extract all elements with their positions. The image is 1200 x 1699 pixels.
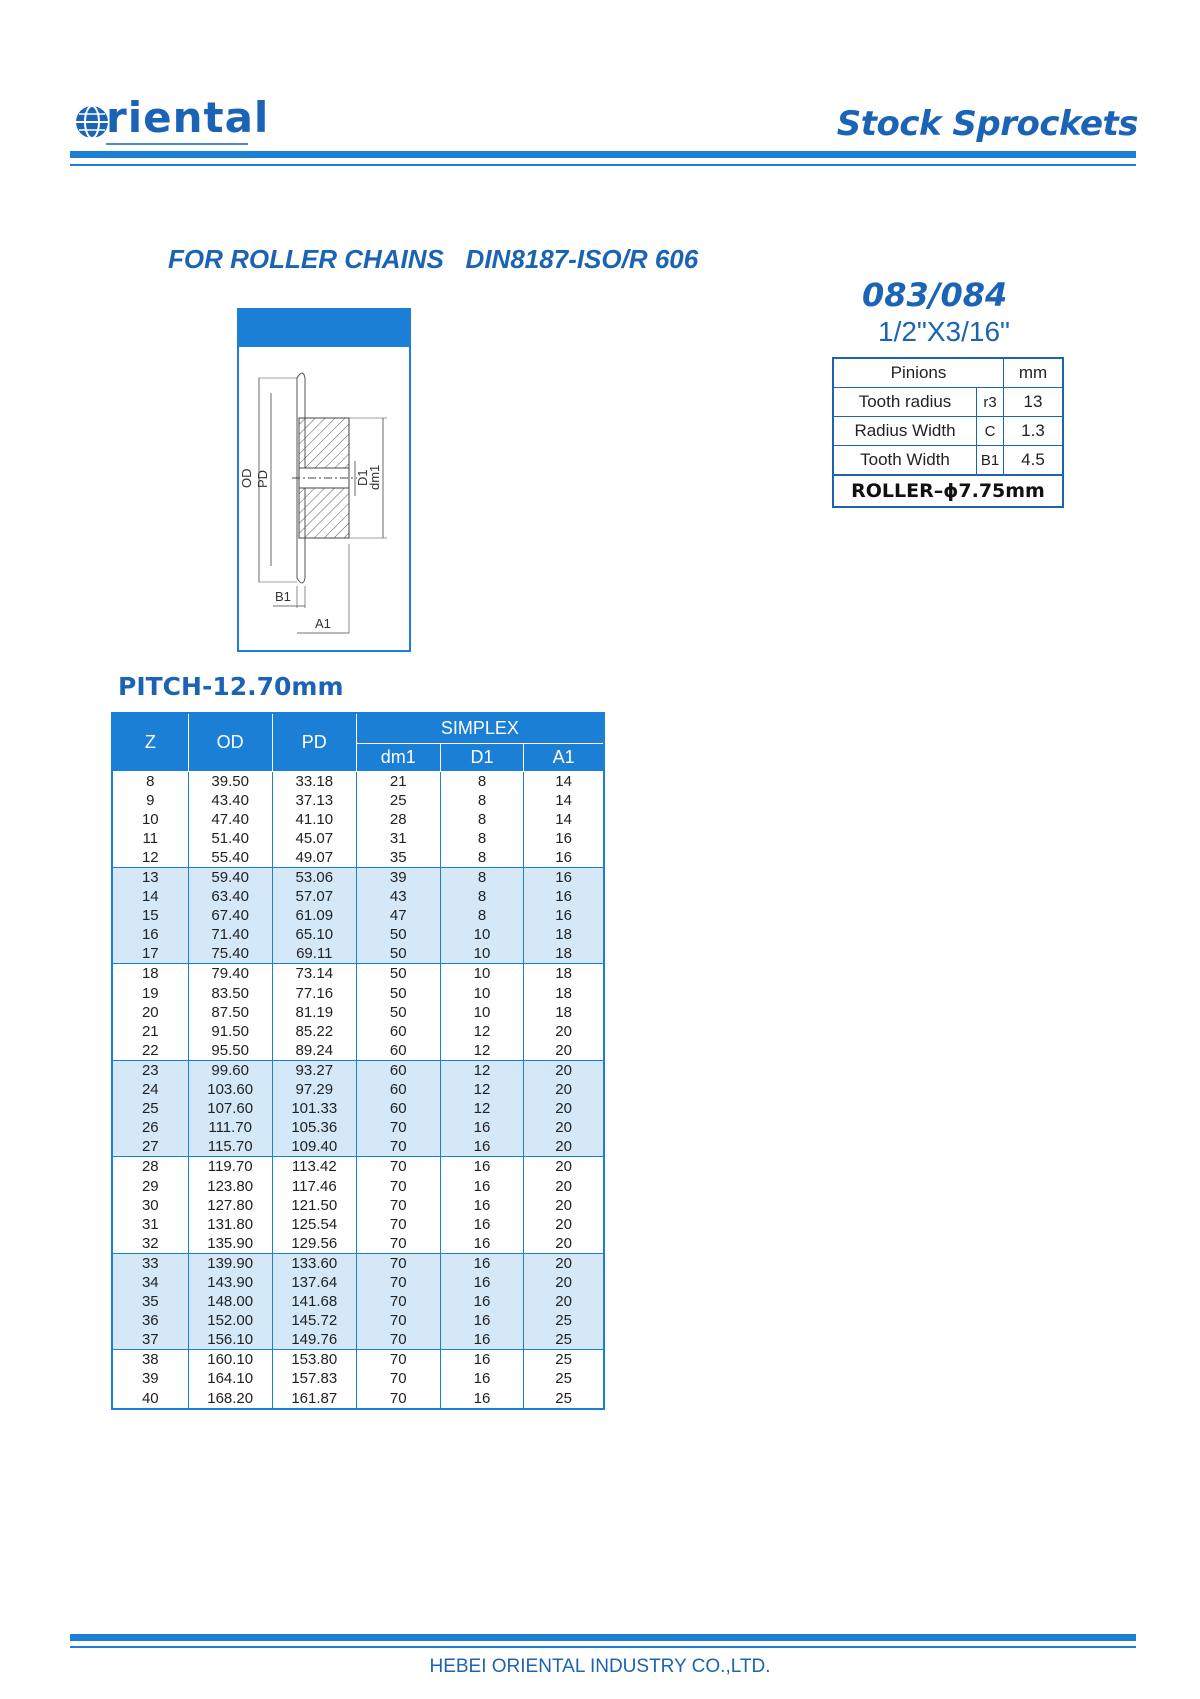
cell-pd: 125.54 [272,1215,356,1234]
cell-z: 36 [112,1311,188,1330]
cell-od: 127.80 [188,1196,272,1215]
cell-pd: 145.72 [272,1311,356,1330]
pinions-row [833,417,1063,446]
cell-od: 91.50 [188,1022,272,1041]
cell-od: 123.80 [188,1176,272,1195]
table-row [112,906,604,925]
cell-d1: 12 [440,1041,524,1061]
cell-a1: 16 [524,906,604,925]
cell-pd: 65.10 [272,925,356,944]
cell-od: 39.50 [188,771,272,791]
pinions-row [833,446,1063,476]
table-row [112,887,604,906]
pinions-symbol: r3 [977,388,1004,417]
header-rule [70,151,1136,158]
cell-dm1: 70 [356,1234,440,1254]
column-header-a1: A1 [524,743,604,771]
cell-a1: 20 [524,1234,604,1254]
logo-wordmark: riental [106,93,270,142]
table-row [112,867,604,887]
cell-od: 63.40 [188,887,272,906]
cell-a1: 20 [524,1176,604,1195]
cell-z: 8 [112,771,188,791]
cell-z: 29 [112,1176,188,1195]
cell-od: 139.90 [188,1253,272,1273]
cell-d1: 16 [440,1389,524,1409]
chain-size: 1/2"X3/16" [878,316,1010,347]
pinions-header-row [833,358,1063,388]
dm1-label: dm1 [367,464,382,490]
cell-a1: 16 [524,829,604,848]
cell-d1: 12 [440,1022,524,1041]
cell-pd: 81.19 [272,1003,356,1022]
cell-dm1: 60 [356,1099,440,1118]
cell-z: 31 [112,1215,188,1234]
cell-z: 32 [112,1234,188,1254]
cell-dm1: 50 [356,1003,440,1022]
cell-od: 43.40 [188,791,272,810]
cell-a1: 18 [524,944,604,964]
cell-d1: 16 [440,1118,524,1137]
pinions-label: Tooth Width [833,446,977,476]
table-row [112,829,604,848]
cell-pd: 141.68 [272,1292,356,1311]
cell-z: 15 [112,906,188,925]
company-footer: HEBEI ORIENTAL INDUSTRY CO.,LTD. [429,1656,771,1677]
cell-z: 30 [112,1196,188,1215]
cell-pd: 61.09 [272,906,356,925]
column-header-d1: D1 [440,743,524,771]
cell-dm1: 35 [356,848,440,868]
cell-d1: 16 [440,1234,524,1254]
pinions-symbol: B1 [977,446,1004,476]
cell-od: 47.40 [188,810,272,829]
cell-od: 156.10 [188,1330,272,1350]
cell-dm1: 60 [356,1060,440,1080]
cell-od: 55.40 [188,848,272,868]
cell-pd: 133.60 [272,1253,356,1273]
cell-dm1: 60 [356,1080,440,1099]
cell-od: 131.80 [188,1215,272,1234]
pd-label: PD [255,469,270,488]
cell-pd: 153.80 [272,1350,356,1370]
cell-od: 75.40 [188,944,272,964]
cell-d1: 16 [440,1330,524,1350]
cell-od: 87.50 [188,1003,272,1022]
table-row [112,1311,604,1330]
cell-d1: 12 [440,1099,524,1118]
cell-d1: 8 [440,906,524,925]
cell-pd: 85.22 [272,1022,356,1041]
cell-d1: 16 [440,1176,524,1195]
cell-z: 33 [112,1253,188,1273]
d1-label: D1 [355,469,370,486]
table-row [112,771,604,791]
cell-a1: 25 [524,1330,604,1350]
cell-d1: 16 [440,1369,524,1388]
table-row [112,1157,604,1177]
cell-dm1: 50 [356,984,440,1003]
cell-d1: 10 [440,944,524,964]
cell-d1: 10 [440,1003,524,1022]
table-row [112,944,604,964]
cell-z: 16 [112,925,188,944]
cell-a1: 25 [524,1350,604,1370]
cell-a1: 25 [524,1369,604,1388]
cell-od: 164.10 [188,1369,272,1388]
cell-a1: 20 [524,1060,604,1080]
cell-od: 111.70 [188,1118,272,1137]
standard-subtitle: FOR ROLLER CHAINS DIN8187-ISO/R 606 [168,244,699,274]
cell-z: 11 [112,829,188,848]
table-row [112,848,604,868]
cell-d1: 10 [440,925,524,944]
roller-diameter: ROLLER–ϕ7.75mm [833,475,1063,507]
cell-od: 103.60 [188,1080,272,1099]
table-row [112,1060,604,1080]
table-row [112,1330,604,1350]
cell-dm1: 25 [356,791,440,810]
table-row [112,1099,604,1118]
cell-z: 17 [112,944,188,964]
cell-dm1: 70 [356,1330,440,1350]
cell-dm1: 21 [356,771,440,791]
cell-dm1: 70 [356,1253,440,1273]
cell-dm1: 50 [356,964,440,984]
cell-z: 10 [112,810,188,829]
cell-dm1: 60 [356,1022,440,1041]
table-row [112,1041,604,1061]
cell-od: 67.40 [188,906,272,925]
cell-pd: 149.76 [272,1330,356,1350]
cell-pd: 157.83 [272,1369,356,1388]
column-header-z: Z [112,713,188,771]
table-row [112,1215,604,1234]
cell-pd: 93.27 [272,1060,356,1080]
cell-a1: 20 [524,1080,604,1099]
cell-z: 40 [112,1389,188,1409]
cell-pd: 105.36 [272,1118,356,1137]
cell-a1: 18 [524,964,604,984]
cell-dm1: 70 [356,1137,440,1157]
cell-dm1: 70 [356,1118,440,1137]
cell-od: 51.40 [188,829,272,848]
table-row [112,1022,604,1041]
cell-z: 12 [112,848,188,868]
cell-od: 71.40 [188,925,272,944]
cell-d1: 16 [440,1157,524,1177]
cell-od: 99.60 [188,1060,272,1080]
pinions-symbol: C [977,417,1004,446]
pinions-title: Pinions [833,358,1004,388]
cell-pd: 49.07 [272,848,356,868]
cell-pd: 109.40 [272,1137,356,1157]
cell-z: 20 [112,1003,188,1022]
cell-od: 59.40 [188,867,272,887]
cell-dm1: 60 [356,1041,440,1061]
cell-z: 25 [112,1099,188,1118]
column-header-dm1: dm1 [356,743,440,771]
cell-dm1: 47 [356,906,440,925]
column-group-simplex: SIMPLEX [356,713,604,743]
cell-pd: 77.16 [272,984,356,1003]
cell-a1: 20 [524,1215,604,1234]
pinions-value: 4.5 [1004,446,1064,476]
cell-d1: 8 [440,829,524,848]
cell-z: 24 [112,1080,188,1099]
page-header-title: Stock Sprockets [836,104,1138,144]
cell-a1: 14 [524,810,604,829]
cell-z: 39 [112,1369,188,1388]
cell-dm1: 70 [356,1215,440,1234]
cell-a1: 25 [524,1389,604,1409]
table-row [112,1137,604,1157]
cell-z: 38 [112,1350,188,1370]
cell-z: 18 [112,964,188,984]
table-row [112,1118,604,1137]
cell-a1: 20 [524,1022,604,1041]
cell-pd: 117.46 [272,1176,356,1195]
cell-od: 79.40 [188,964,272,984]
footer-rule [70,1634,1136,1641]
cell-d1: 10 [440,984,524,1003]
cell-z: 27 [112,1137,188,1157]
cell-d1: 16 [440,1215,524,1234]
pitch-heading: PITCH-12.70mm [118,672,344,701]
cell-a1: 16 [524,848,604,868]
cell-a1: 18 [524,984,604,1003]
pinions-table [832,357,1064,508]
table-row [112,984,604,1003]
cell-pd: 113.42 [272,1157,356,1177]
cell-pd: 33.18 [272,771,356,791]
cell-a1: 20 [524,1196,604,1215]
cell-dm1: 70 [356,1311,440,1330]
cell-d1: 16 [440,1137,524,1157]
cell-pd: 45.07 [272,829,356,848]
table-row [112,925,604,944]
cell-pd: 137.64 [272,1273,356,1292]
cell-dm1: 39 [356,867,440,887]
cell-pd: 97.29 [272,1080,356,1099]
cell-a1: 16 [524,887,604,906]
cell-d1: 16 [440,1311,524,1330]
table-row [112,1253,604,1273]
cell-pd: 57.07 [272,887,356,906]
table-row [112,1292,604,1311]
cell-d1: 8 [440,867,524,887]
cell-z: 28 [112,1157,188,1177]
cell-z: 13 [112,867,188,887]
cell-z: 14 [112,887,188,906]
company-logo [72,93,270,148]
cell-od: 148.00 [188,1292,272,1311]
cell-dm1: 70 [356,1157,440,1177]
table-row [112,1273,604,1292]
cell-od: 135.90 [188,1234,272,1254]
cell-pd: 89.24 [272,1041,356,1061]
cell-d1: 8 [440,810,524,829]
table-row [112,964,604,984]
model-number: 083/084 [862,276,1008,314]
cell-z: 26 [112,1118,188,1137]
cell-pd: 53.06 [272,867,356,887]
pinions-unit: mm [1004,358,1064,388]
pinions-label: Radius Width [833,417,977,446]
table-row [112,1350,604,1370]
footer-rule-thin [70,1646,1136,1648]
cell-d1: 16 [440,1196,524,1215]
cell-pd: 121.50 [272,1196,356,1215]
cell-pd: 101.33 [272,1099,356,1118]
cell-z: 19 [112,984,188,1003]
header-rule-thin [70,164,1136,166]
cell-a1: 18 [524,925,604,944]
cell-dm1: 28 [356,810,440,829]
cell-od: 95.50 [188,1041,272,1061]
table-row [112,1389,604,1409]
cell-d1: 16 [440,1292,524,1311]
pinions-row [833,388,1063,417]
cell-dm1: 70 [356,1350,440,1370]
pinions-value: 13 [1004,388,1064,417]
cell-d1: 8 [440,848,524,868]
cell-od: 143.90 [188,1273,272,1292]
cell-od: 152.00 [188,1311,272,1330]
table-header-row [112,713,604,743]
sprocket-drawing [237,308,411,652]
table-row [112,1003,604,1022]
cell-a1: 14 [524,791,604,810]
sprocket-dimension-table [111,712,605,1410]
cell-od: 107.60 [188,1099,272,1118]
cell-a1: 20 [524,1137,604,1157]
cell-a1: 16 [524,867,604,887]
cell-dm1: 70 [356,1176,440,1195]
cell-pd: 37.13 [272,791,356,810]
cell-z: 23 [112,1060,188,1080]
table-row [112,1369,604,1388]
cell-d1: 12 [440,1060,524,1080]
table-row [112,1234,604,1254]
pinions-label: Tooth radius [833,388,977,417]
cell-dm1: 70 [356,1292,440,1311]
cell-pd: 161.87 [272,1389,356,1409]
table-row [112,791,604,810]
cell-dm1: 70 [356,1273,440,1292]
cell-pd: 129.56 [272,1234,356,1254]
od-label: OD [239,468,254,488]
cell-od: 119.70 [188,1157,272,1177]
cell-d1: 10 [440,964,524,984]
cell-dm1: 50 [356,925,440,944]
cell-a1: 20 [524,1253,604,1273]
cell-od: 115.70 [188,1137,272,1157]
cell-d1: 8 [440,791,524,810]
cell-z: 9 [112,791,188,810]
cell-d1: 16 [440,1253,524,1273]
cell-d1: 16 [440,1350,524,1370]
column-header-pd: PD [272,713,356,771]
table-body [112,771,604,1409]
cell-dm1: 31 [356,829,440,848]
cell-pd: 41.10 [272,810,356,829]
cell-z: 35 [112,1292,188,1311]
cell-z: 37 [112,1330,188,1350]
cell-z: 22 [112,1041,188,1061]
cell-dm1: 43 [356,887,440,906]
a1-label: A1 [315,616,331,631]
cell-a1: 25 [524,1311,604,1330]
cell-d1: 16 [440,1273,524,1292]
table-row [112,1176,604,1195]
cell-dm1: 70 [356,1369,440,1388]
cell-pd: 73.14 [272,964,356,984]
cell-a1: 18 [524,1003,604,1022]
cell-a1: 20 [524,1292,604,1311]
cell-od: 168.20 [188,1389,272,1409]
cell-z: 34 [112,1273,188,1292]
table-row [112,810,604,829]
column-header-od: OD [188,713,272,771]
cell-a1: 20 [524,1273,604,1292]
table-row [112,1196,604,1215]
cell-z: 21 [112,1022,188,1041]
cell-a1: 14 [524,771,604,791]
cell-pd: 69.11 [272,944,356,964]
cell-a1: 20 [524,1099,604,1118]
cell-dm1: 70 [356,1389,440,1409]
cell-a1: 20 [524,1041,604,1061]
cell-a1: 20 [524,1157,604,1177]
cell-dm1: 70 [356,1196,440,1215]
pinions-value: 1.3 [1004,417,1064,446]
cell-dm1: 50 [356,944,440,964]
cell-od: 160.10 [188,1350,272,1370]
roller-row [833,475,1063,507]
cell-d1: 8 [440,771,524,791]
table-row [112,1080,604,1099]
cell-d1: 12 [440,1080,524,1099]
cell-a1: 20 [524,1118,604,1137]
b1-label: B1 [275,589,291,604]
cell-od: 83.50 [188,984,272,1003]
cell-d1: 8 [440,887,524,906]
